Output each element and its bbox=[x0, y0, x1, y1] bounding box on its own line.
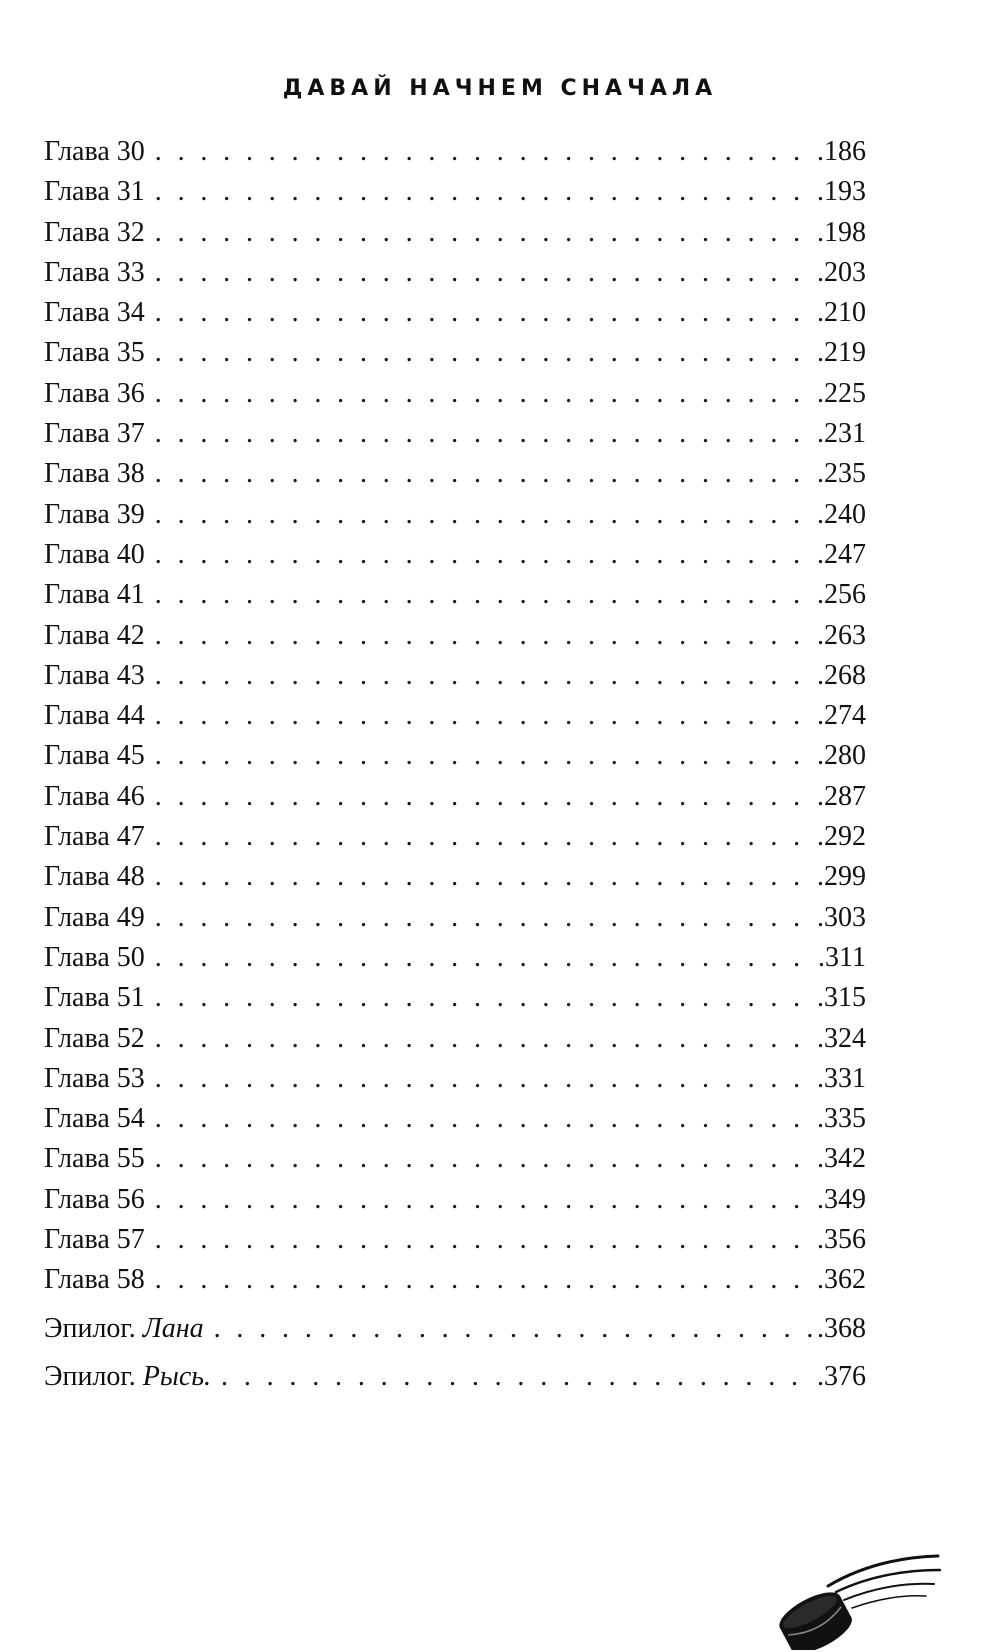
dot-leader bbox=[155, 495, 813, 535]
epilogue-name: Рысь. bbox=[142, 1360, 212, 1392]
chapter-number: 51 bbox=[116, 982, 145, 1014]
chapter-prefix: Глава bbox=[44, 256, 110, 288]
toc-entry bbox=[44, 777, 866, 817]
chapter-prefix: Глава bbox=[44, 337, 110, 369]
chapter-label bbox=[44, 736, 145, 776]
page-number: .225 bbox=[817, 377, 866, 409]
dot-leader bbox=[155, 374, 813, 414]
toc-entry bbox=[44, 938, 866, 978]
chapter-label bbox=[44, 1180, 145, 1220]
toc-entry bbox=[44, 1019, 866, 1059]
dot-leader bbox=[155, 293, 813, 333]
dot-leader bbox=[155, 535, 813, 575]
page-number: .324 bbox=[817, 1022, 866, 1054]
chapter-label bbox=[44, 777, 145, 817]
chapter-number: 45 bbox=[116, 740, 145, 772]
toc-entry-epilogue bbox=[44, 1353, 866, 1401]
chapter-prefix: Глава bbox=[44, 418, 110, 450]
dot-leader bbox=[221, 1353, 813, 1401]
page-number: .331 bbox=[817, 1062, 866, 1094]
chapter-label bbox=[44, 172, 145, 212]
chapter-number: 31 bbox=[116, 176, 145, 208]
dot-leader bbox=[155, 616, 813, 656]
chapter-prefix: Глава bbox=[44, 377, 110, 409]
toc-entry bbox=[44, 1180, 866, 1220]
chapter-prefix: Глава bbox=[44, 176, 110, 208]
toc-entry bbox=[44, 898, 866, 938]
chapter-prefix: Глава bbox=[44, 1264, 110, 1296]
chapter-label bbox=[44, 495, 145, 535]
dot-leader bbox=[155, 1059, 813, 1099]
toc-entry bbox=[44, 696, 866, 736]
dot-leader bbox=[155, 696, 813, 736]
page-number: .240 bbox=[817, 498, 866, 530]
chapter-label bbox=[44, 535, 145, 575]
chapter-prefix: Глава bbox=[44, 982, 110, 1014]
chapter-label bbox=[44, 132, 145, 172]
chapter-prefix: Глава bbox=[44, 579, 110, 611]
page-number: .268 bbox=[817, 659, 866, 691]
chapter-label bbox=[44, 978, 145, 1018]
chapter-label bbox=[44, 414, 145, 454]
toc-entry bbox=[44, 414, 866, 454]
chapter-label bbox=[44, 616, 145, 656]
chapter-prefix: Глава bbox=[44, 1183, 110, 1215]
chapter-prefix: Глава bbox=[44, 1062, 110, 1094]
page-number: .315 bbox=[817, 982, 866, 1014]
chapter-label bbox=[44, 898, 145, 938]
chapter-label bbox=[44, 1139, 145, 1179]
chapter-prefix: Глава bbox=[44, 1022, 110, 1054]
dot-leader bbox=[155, 172, 813, 212]
toc-entry bbox=[44, 213, 866, 253]
chapter-prefix: Глава bbox=[44, 136, 110, 167]
chapter-prefix: Глава bbox=[44, 498, 110, 530]
chapter-number: 50 bbox=[116, 941, 145, 973]
dot-leader bbox=[155, 817, 813, 857]
page-number: .299 bbox=[817, 861, 866, 893]
page-number: .376 bbox=[817, 1360, 866, 1392]
toc-entry bbox=[44, 495, 866, 535]
dot-leader bbox=[155, 656, 813, 696]
toc-entry bbox=[44, 454, 866, 494]
page-number: .198 bbox=[817, 216, 866, 248]
chapter-label bbox=[44, 213, 145, 253]
toc-entry bbox=[44, 575, 866, 615]
chapter-number: 34 bbox=[116, 297, 145, 329]
toc-entry bbox=[44, 1099, 866, 1139]
dot-leader bbox=[155, 454, 813, 494]
toc-entry bbox=[44, 656, 866, 696]
epilogue-name: Лана bbox=[142, 1312, 204, 1344]
chapter-label bbox=[44, 938, 145, 978]
toc-entry bbox=[44, 817, 866, 857]
toc-entry bbox=[44, 333, 866, 373]
chapter-prefix: Глава bbox=[44, 700, 110, 732]
chapter-prefix: Глава bbox=[44, 659, 110, 691]
chapter-label bbox=[44, 454, 145, 494]
dot-leader bbox=[155, 978, 813, 1018]
chapter-label bbox=[44, 1099, 145, 1139]
chapter-prefix: Глава bbox=[44, 821, 110, 853]
chapter-label bbox=[44, 817, 145, 857]
page-number: .368 bbox=[817, 1312, 866, 1344]
chapter-label bbox=[44, 575, 145, 615]
chapter-number: 40 bbox=[116, 538, 145, 570]
chapter-number: 35 bbox=[116, 337, 145, 369]
toc-entry bbox=[44, 253, 866, 293]
chapter-label bbox=[44, 857, 145, 897]
page-number: .356 bbox=[817, 1224, 866, 1256]
hockey-puck-icon bbox=[770, 1550, 950, 1650]
page-number: .231 bbox=[817, 418, 866, 450]
dot-leader bbox=[155, 1220, 813, 1260]
epilogue-prefix: Эпилог. bbox=[44, 1312, 136, 1344]
page-number: .280 bbox=[817, 740, 866, 772]
dot-leader bbox=[155, 1099, 813, 1139]
page-number: .219 bbox=[817, 337, 866, 369]
page-number: .362 bbox=[817, 1264, 866, 1296]
toc-entry bbox=[44, 736, 866, 776]
chapter-label bbox=[44, 696, 145, 736]
dot-leader bbox=[155, 1139, 813, 1179]
chapter-label bbox=[44, 1059, 145, 1099]
page-number: .311 bbox=[818, 941, 866, 973]
toc-entry bbox=[44, 1260, 866, 1300]
toc-entry bbox=[44, 857, 866, 897]
dot-leader bbox=[155, 575, 813, 615]
chapter-number: 30 bbox=[116, 136, 145, 167]
chapter-number: 47 bbox=[116, 821, 145, 853]
chapter-prefix: Глава bbox=[44, 1143, 110, 1175]
chapter-number: 39 bbox=[116, 498, 145, 530]
dot-leader bbox=[155, 857, 813, 897]
chapter-number: 43 bbox=[116, 659, 145, 691]
page-number: .342 bbox=[817, 1143, 866, 1175]
chapter-prefix: Глава bbox=[44, 1224, 110, 1256]
chapter-number: 32 bbox=[116, 216, 145, 248]
chapter-label bbox=[44, 374, 145, 414]
toc-entry bbox=[44, 293, 866, 333]
chapter-number: 57 bbox=[116, 1224, 145, 1256]
toc-entry bbox=[44, 172, 866, 212]
chapter-number: 33 bbox=[116, 256, 145, 288]
chapter-number: 41 bbox=[116, 579, 145, 611]
toc-entry bbox=[44, 1139, 866, 1179]
chapter-prefix: Глава bbox=[44, 297, 110, 329]
toc-entry bbox=[44, 132, 866, 172]
chapter-prefix: Глава bbox=[44, 861, 110, 893]
chapter-prefix: Глава bbox=[44, 1103, 110, 1135]
dot-leader bbox=[155, 333, 813, 373]
page-number: .263 bbox=[817, 619, 866, 651]
chapter-number: 37 bbox=[116, 418, 145, 450]
chapter-number: 38 bbox=[116, 458, 145, 490]
chapter-prefix: Глава bbox=[44, 538, 110, 570]
chapter-number: 55 bbox=[116, 1143, 145, 1175]
chapter-number: 54 bbox=[116, 1103, 145, 1135]
toc-entry bbox=[44, 616, 866, 656]
chapter-label bbox=[44, 293, 145, 333]
chapter-number: 49 bbox=[116, 901, 145, 933]
toc-entry bbox=[44, 374, 866, 414]
chapter-prefix: Глава bbox=[44, 619, 110, 651]
chapter-label bbox=[44, 1019, 145, 1059]
dot-leader bbox=[155, 1019, 813, 1059]
toc-entry-epilogue bbox=[44, 1305, 866, 1353]
chapter-number: 58 bbox=[116, 1264, 145, 1296]
toc-entry bbox=[44, 1059, 866, 1099]
chapter-prefix: Глава bbox=[44, 458, 110, 490]
dot-leader bbox=[214, 1305, 813, 1353]
dot-leader bbox=[155, 777, 813, 817]
page-number: .256 bbox=[817, 579, 866, 611]
dot-leader bbox=[155, 1180, 813, 1220]
toc-entry bbox=[44, 978, 866, 1018]
page-number: .235 bbox=[817, 458, 866, 490]
running-head: ДАВАЙ НАЧНЕМ СНАЧАЛА bbox=[282, 76, 718, 101]
chapter-number: 48 bbox=[116, 861, 145, 893]
dot-leader bbox=[155, 132, 813, 172]
toc-entry bbox=[44, 1220, 866, 1260]
toc-entry bbox=[44, 535, 866, 575]
chapter-prefix: Глава bbox=[44, 216, 110, 248]
chapter-number: 53 bbox=[116, 1062, 145, 1094]
dot-leader bbox=[155, 938, 814, 978]
page-number: .292 bbox=[817, 821, 866, 853]
page-number: .349 bbox=[817, 1183, 866, 1215]
page-number: .274 bbox=[817, 700, 866, 732]
page-number: .186 bbox=[817, 136, 866, 167]
chapter-label bbox=[44, 656, 145, 696]
dot-leader bbox=[155, 213, 813, 253]
chapter-number: 46 bbox=[116, 780, 145, 812]
epilogue-label bbox=[44, 1305, 204, 1353]
page-number: .335 bbox=[817, 1103, 866, 1135]
table-of-contents bbox=[44, 132, 866, 1401]
page-number: .210 bbox=[817, 297, 866, 329]
chapter-number: 56 bbox=[116, 1183, 145, 1215]
dot-leader bbox=[155, 736, 813, 776]
epilogue-prefix: Эпилог. bbox=[44, 1360, 136, 1392]
chapter-label bbox=[44, 253, 145, 293]
chapter-number: 42 bbox=[116, 619, 145, 651]
epilogue-label bbox=[44, 1353, 211, 1401]
chapter-label bbox=[44, 333, 145, 373]
page-number: .193 bbox=[817, 176, 866, 208]
chapter-label bbox=[44, 1220, 145, 1260]
chapter-prefix: Глава bbox=[44, 740, 110, 772]
chapter-number: 44 bbox=[116, 700, 145, 732]
chapter-label bbox=[44, 1260, 145, 1300]
page-number: .287 bbox=[817, 780, 866, 812]
chapter-number: 36 bbox=[116, 377, 145, 409]
dot-leader bbox=[155, 898, 813, 938]
chapter-prefix: Глава bbox=[44, 780, 110, 812]
page-number: .247 bbox=[817, 538, 866, 570]
page-number: .203 bbox=[817, 256, 866, 288]
dot-leader bbox=[155, 414, 813, 454]
chapter-number: 52 bbox=[116, 1022, 145, 1054]
dot-leader bbox=[155, 1260, 813, 1300]
page-number: .303 bbox=[817, 901, 866, 933]
chapter-prefix: Глава bbox=[44, 901, 110, 933]
chapter-prefix: Глава bbox=[44, 941, 110, 973]
dot-leader bbox=[155, 253, 813, 293]
